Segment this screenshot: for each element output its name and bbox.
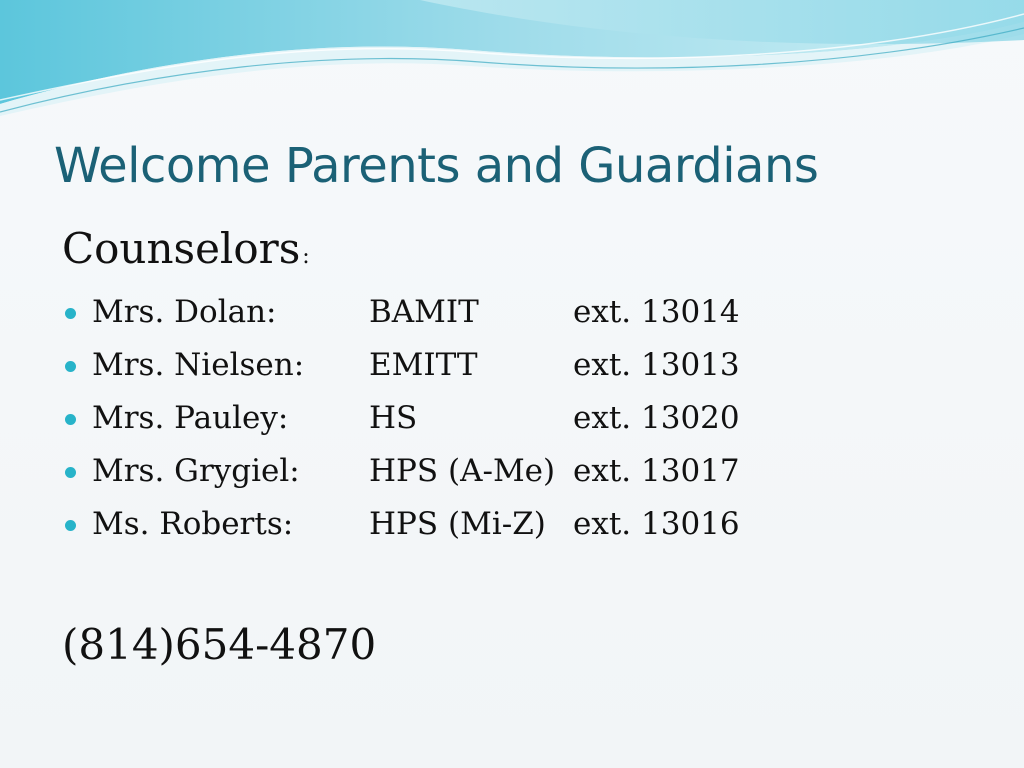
- counselor-name: Ms. Roberts:: [92, 506, 294, 542]
- counselor-name: Mrs. Pauley:: [92, 400, 289, 436]
- bullet-icon: [65, 414, 76, 425]
- counselors-heading-text: Counselors: [62, 224, 301, 273]
- bullet-icon: [65, 520, 76, 531]
- slide-title: Welcome Parents and Guardians: [54, 138, 819, 194]
- counselor-name: Mrs. Dolan:: [92, 294, 277, 330]
- counselor-extension: ext. 13014: [573, 294, 740, 330]
- header-wave-decoration: [0, 0, 1024, 120]
- counselor-program: EMITT: [369, 347, 478, 383]
- counselor-extension: ext. 13020: [573, 400, 740, 436]
- bullet-icon: [65, 361, 76, 372]
- counselors-heading: [62, 224, 310, 273]
- phone-number: (814)654-4870: [62, 620, 377, 669]
- counselor-program: HS: [369, 400, 418, 436]
- bullet-icon: [65, 308, 76, 319]
- counselor-extension: ext. 13017: [573, 453, 740, 489]
- counselor-program: HPS (A-Me): [369, 453, 556, 489]
- counselor-name: Mrs. Grygiel:: [92, 453, 300, 489]
- counselor-program: HPS (Mi-Z): [369, 506, 546, 542]
- counselor-name: Mrs. Nielsen:: [92, 347, 305, 383]
- counselors-heading-colon: :: [302, 244, 310, 269]
- counselor-extension: ext. 13016: [573, 506, 740, 542]
- counselor-program: BAMIT: [369, 294, 479, 330]
- bullet-icon: [65, 467, 76, 478]
- counselor-extension: ext. 13013: [573, 347, 740, 383]
